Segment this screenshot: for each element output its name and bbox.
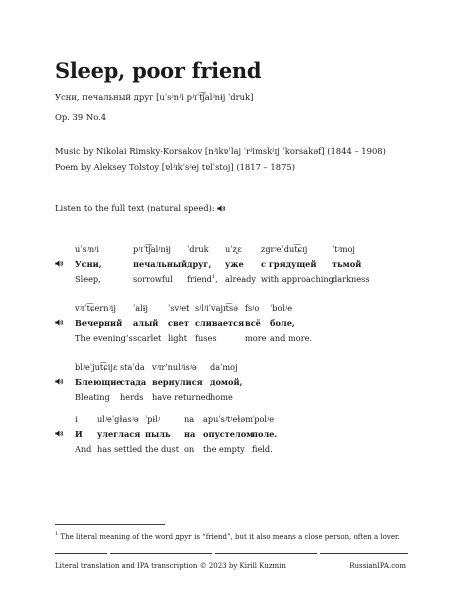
footer-divider-segment (215, 553, 317, 554)
russian-word: домой, (210, 377, 243, 387)
russian-word: всё (245, 318, 261, 328)
ipa-word: pʲɪˈt͡ʃalʲnɨj (133, 244, 171, 254)
russian-word: И (75, 429, 83, 439)
ipa-word: fsʲo (245, 303, 260, 313)
english-word: field. (252, 444, 273, 454)
speaker-icon[interactable] (217, 205, 226, 212)
ipa-word: uˈsʲnʲi (75, 244, 99, 254)
english-word: Sleep, (75, 274, 101, 284)
russian-word: опустелом (203, 429, 254, 439)
footer-divider-segment (320, 553, 408, 554)
russian-word: уже (225, 259, 244, 269)
russian-word: сливается (195, 318, 245, 328)
english-word: has settled (97, 444, 143, 454)
ipa-word: sʲlʲiˈvajɪt͡sə (195, 303, 239, 313)
speaker-icon[interactable] (55, 319, 64, 326)
song-subtitle: Усни, печальный друг [uˈsʲnʲi pʲɪˈt͡ʃalʲnɨj ˈdruk] (55, 92, 254, 102)
ipa-word: ˈsvʲet (168, 303, 190, 313)
ipa-word: ˈpɨlʲ (145, 414, 160, 424)
ipa-word: na (184, 414, 195, 424)
speaker-icon[interactable] (55, 260, 64, 267)
english-word: have returned (152, 392, 211, 402)
english-word: more (245, 333, 267, 343)
english-word: herds (120, 392, 144, 402)
ipa-word: i (75, 414, 78, 424)
footnote (55, 531, 400, 541)
english-word: on (184, 444, 195, 454)
english-word: light (168, 333, 188, 343)
footer-divider-segment (55, 553, 107, 554)
russian-word: поле. (252, 429, 278, 439)
english-word: with approaching (261, 274, 334, 284)
listen-label: Listen to the full text (natural speed): (55, 203, 215, 213)
russian-word: Усни, (75, 259, 102, 269)
ipa-word: ˈalɨj (133, 303, 148, 313)
ipa-word: daˈmoj (210, 362, 238, 372)
footer-divider-segment (110, 553, 212, 554)
russian-word: улеглася (97, 429, 141, 439)
footnote-divider (55, 524, 165, 525)
english-word: sorrowful (133, 274, 173, 284)
english-word: the dust (145, 444, 180, 454)
ipa-word: vʲɪˈt͡ɕernʲij (75, 303, 116, 313)
listen-line (55, 203, 226, 213)
ipa-word: zgrʲeˈdut͡ɕɪj (261, 244, 308, 254)
english-word: scarlet (133, 333, 162, 343)
russian-word: печальный (133, 259, 188, 269)
ipa-word: apuˈsʲtʲeɫəm (203, 414, 254, 424)
footnote-number: 1 (55, 531, 59, 537)
russian-word: Блеющие (75, 377, 122, 387)
english-word: Bleating (75, 392, 110, 402)
russian-word: на (184, 429, 196, 439)
footer-site-link[interactable]: RussianIPA.com (349, 562, 406, 570)
ipa-word: ˈdruk (187, 244, 209, 254)
ipa-word: uˈʐɛ (225, 244, 242, 254)
russian-word: пыль (145, 429, 171, 439)
russian-word: с грядущей (261, 259, 317, 269)
ipa-word: blʲeˈjut͡ɕijɛ (75, 362, 118, 372)
ipa-word: vʲɪrˈnulʲisʲə (152, 362, 197, 372)
russian-word: стада (120, 377, 147, 387)
ipa-word: ˈpolʲe (252, 414, 275, 424)
english-word: already (225, 274, 257, 284)
russian-word: боле, (270, 318, 295, 328)
speaker-icon[interactable] (55, 378, 64, 385)
english-word: and more. (270, 333, 313, 343)
english-word: darkness (332, 274, 370, 284)
page-title: Sleep, poor friend (55, 58, 262, 83)
footnote-reference[interactable]: 1 (211, 274, 216, 280)
russian-word: друг, (187, 259, 212, 269)
russian-word: свет (168, 318, 189, 328)
speaker-icon[interactable] (55, 430, 64, 437)
english-word: home (210, 392, 233, 402)
english-word: fuses (195, 333, 217, 343)
russian-word: Вечерний (75, 318, 123, 328)
english-word: The evening’s (75, 333, 133, 343)
english-word: the empty (203, 444, 245, 454)
russian-word: алый (133, 318, 159, 328)
ipa-word: ˈtʲmoj (332, 244, 355, 254)
footnote-text: The literal meaning of the word друг is “friend”, but it also means a close person, often a lover. (60, 533, 400, 541)
ipa-word: staˈda (120, 362, 145, 372)
russian-word: вернулися (152, 377, 203, 387)
music-credit: Music by Nikolai Rimsky-Korsakov [nʲikɐˈlaj ˈrʲimskʲɪj ˈkorsakəf] (1844 – 1908) (55, 146, 386, 156)
russian-word: тьмой (332, 259, 362, 269)
english-word: And (75, 444, 92, 454)
ipa-word: ˈbolʲe (270, 303, 293, 313)
ipa-word: ulʲeˈgɫasʲə (97, 414, 139, 424)
english-word-with-footnote: friend$^1$, (187, 274, 218, 284)
opus-number: Op. 39 No.4 (55, 112, 107, 122)
footer-copyright: Literal translation and IPA transcription © 2023 by Kirill Kuzmin (55, 562, 286, 570)
poem-credit: Poem by Aleksey Tolstoy [ɐlʲɪkˈsʲej tɐlˈstoj] (1817 – 1875) (55, 162, 295, 172)
